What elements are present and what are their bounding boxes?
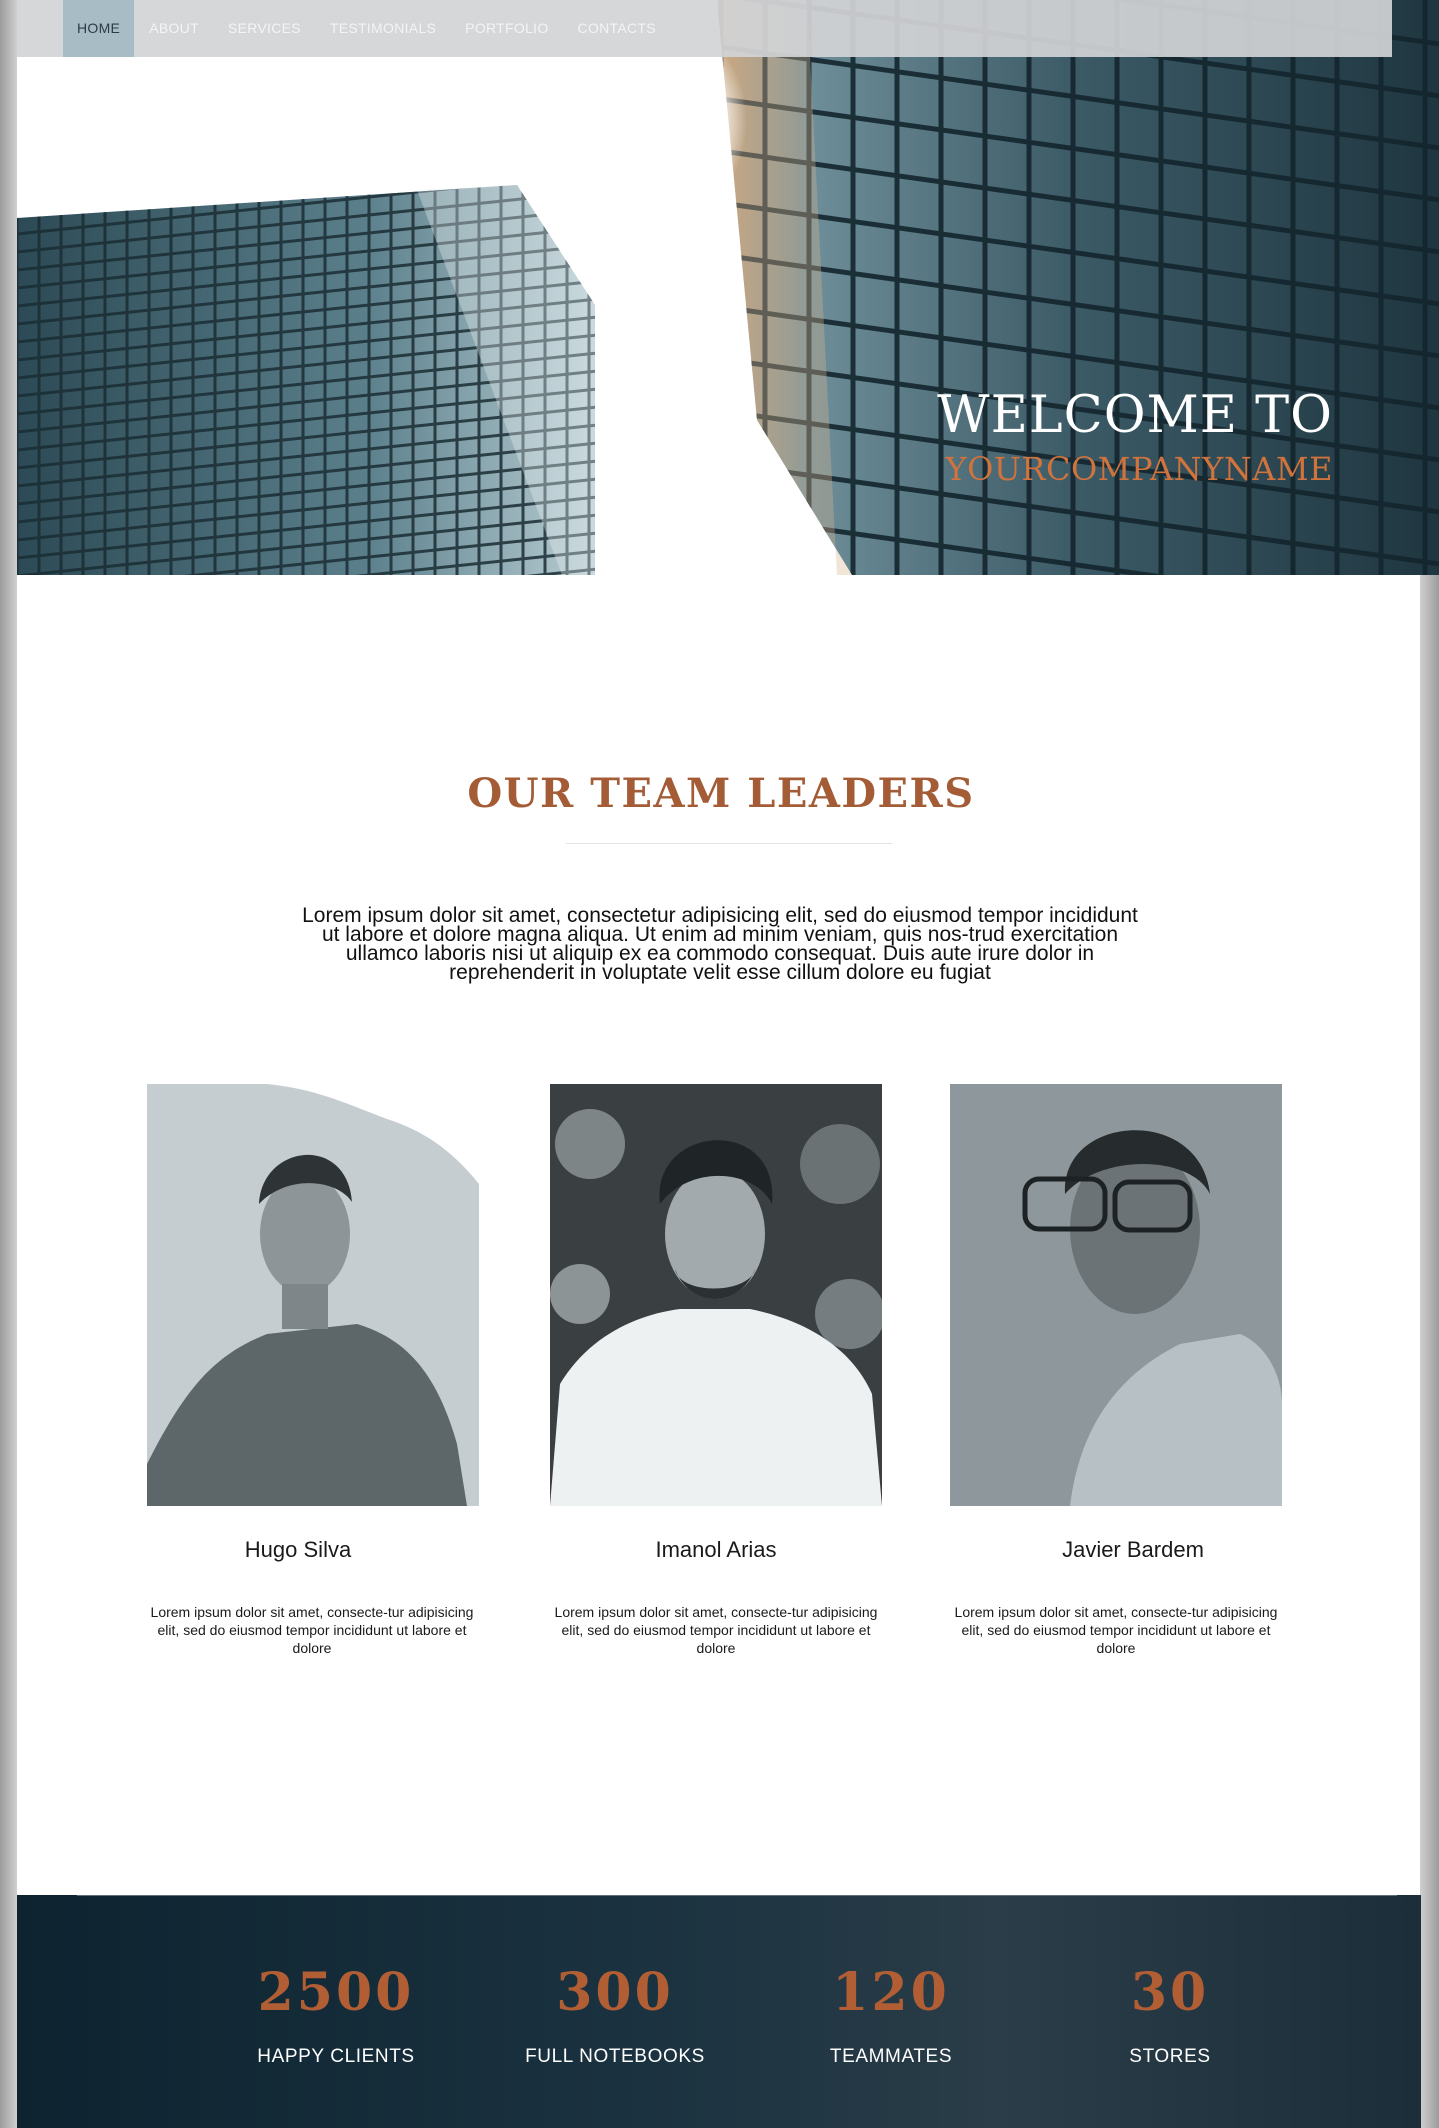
stat-label: HAPPY CLIENTS bbox=[257, 2046, 415, 2067]
leader-name: Javier Bardem bbox=[1062, 1537, 1204, 1562]
stat-label: STORES bbox=[1129, 2046, 1211, 2067]
nav-item-home[interactable]: HOME bbox=[63, 0, 134, 57]
stat-stores bbox=[1020, 1895, 1320, 2068]
leader-bio: Lorem ipsum dolor sit amet, consecte-tur adipisicing elit, sed do eiusmod tempor incididunt ut labore et dolore bbox=[954, 1604, 1278, 1656]
top-navigation bbox=[17, 0, 1392, 57]
stat-happy-clients bbox=[186, 1895, 486, 2068]
page-left-edge bbox=[0, 0, 17, 2128]
nav-item-about[interactable]: ABOUT bbox=[149, 20, 199, 36]
stat-number: 2500 bbox=[257, 1962, 415, 2023]
stat-label: FULL NOTEBOOKS bbox=[525, 2046, 705, 2067]
stat-label: TEAMMATES bbox=[829, 2046, 953, 2067]
hero-text bbox=[937, 385, 1333, 491]
title-divider bbox=[566, 843, 892, 844]
stat-number: 300 bbox=[556, 1962, 674, 2023]
stats-section bbox=[17, 1895, 1421, 2128]
leader-bio: Lorem ipsum dolor sit amet, consecte-tur adipisicing elit, sed do eiusmod tempor incididunt ut labore et dolore bbox=[554, 1604, 878, 1656]
hero-banner bbox=[17, 0, 1439, 575]
team-intro-text: Lorem ipsum dolor sit amet, consectetur adipisicing elit, sed do eiusmod tempor incididunt ut labore et dolore magna aliqua. Ut enim ad minim veniam, quis nos-trud exercitation ullamco laboris nisi ut aliquip ex ea commodo consequat. Duis aute irure dolor in reprehenderit in voluptate velit esse cillum dolore eu fugiat bbox=[302, 904, 1138, 984]
stat-teammates bbox=[741, 1895, 1041, 2068]
leader-photo-javier-bardem bbox=[950, 1084, 1282, 1506]
stat-number: 30 bbox=[1130, 1962, 1210, 2023]
portrait-image bbox=[147, 1084, 479, 1506]
stat-full-notebooks bbox=[465, 1895, 765, 2068]
leader-bio: Lorem ipsum dolor sit amet, consecte-tur adipisicing elit, sed do eiusmod tempor incididunt ut labore et dolore bbox=[150, 1604, 474, 1656]
portrait-image bbox=[550, 1084, 882, 1506]
nav-item-services[interactable]: SERVICES bbox=[227, 20, 301, 36]
hero-company-name: YOURCOMPANYNAME bbox=[945, 450, 1333, 488]
nav-item-contacts[interactable]: CONTACTS bbox=[577, 20, 656, 36]
leader-photo-hugo-silva bbox=[147, 1084, 479, 1506]
leader-name: Imanol Arias bbox=[655, 1537, 777, 1562]
nav-item-portfolio[interactable]: PORTFOLIO bbox=[465, 20, 549, 36]
leader-photo-imanol-arias bbox=[550, 1084, 882, 1506]
team-section-title: OUR TEAM LEADERS bbox=[467, 770, 975, 817]
nav-item-testimonials[interactable]: TESTIMONIALS bbox=[329, 20, 437, 36]
hero-welcome-heading: WELCOME TO bbox=[937, 386, 1333, 445]
stat-number: 120 bbox=[832, 1962, 950, 2023]
portrait-image bbox=[950, 1084, 1282, 1506]
leader-name: Hugo Silva bbox=[244, 1537, 352, 1562]
